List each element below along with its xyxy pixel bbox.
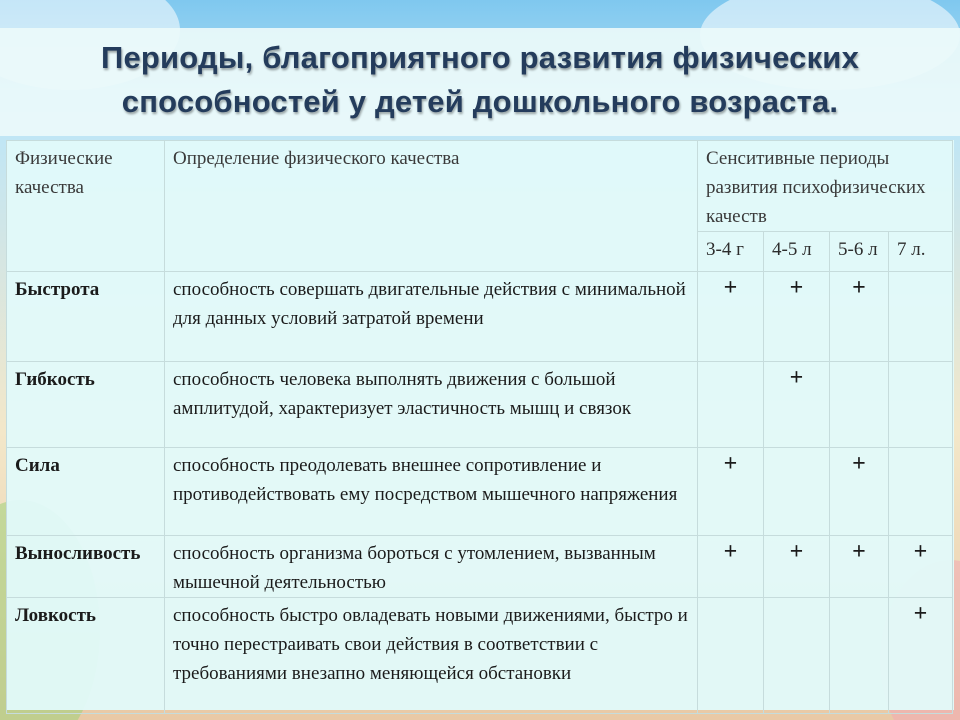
table-row [7,362,953,448]
quality-definition: способность совершать двигательные действия с минимальной для данных условий затратой времени [165,272,698,362]
mark-cell [764,598,830,714]
quality-name: Гибкость [7,362,165,448]
mark-cell: + [889,536,953,598]
mark-cell: + [830,448,889,536]
mark-cell [889,448,953,536]
table-row [7,536,953,598]
header-age-3-4: 3-4 г [698,232,764,272]
header-age-7: 7 л. [889,232,953,272]
quality-name: Ловкость [7,598,165,714]
header-age-5-6: 5-6 л [830,232,889,272]
quality-name: Быстрота [7,272,165,362]
mark-cell: + [889,598,953,714]
mark-cell: + [698,272,764,362]
sensitive-periods-table [6,140,953,714]
mark-cell [889,362,953,448]
quality-name: Сила [7,448,165,536]
table-row [7,598,953,714]
mark-cell [830,362,889,448]
quality-definition: способность человека выполнять движения с большой амплитудой, характеризует эластичность мышц и связок [165,362,698,448]
mark-cell: + [698,536,764,598]
header-definition: Определение физического качества [165,141,698,272]
title-line-1: Периоды, благоприятного развития физических [100,40,860,75]
table-row [7,448,953,536]
mark-cell [698,362,764,448]
header-sensitive-periods: Сенситивные периоды развития психофизических качеств [698,141,953,232]
mark-cell [889,272,953,362]
mark-cell [764,448,830,536]
header-age-4-5: 4-5 л [764,232,830,272]
slide-title [0,36,960,124]
mark-cell: + [764,362,830,448]
mark-cell: + [764,272,830,362]
table-row [7,272,953,362]
mark-cell [698,598,764,714]
mark-cell: + [764,536,830,598]
quality-definition: способность организма бороться с утомлением, вызванным мышечной деятельностью [165,536,698,598]
quality-definition: способность быстро овладевать новыми движениями, быстро и точно перестраивать свои действия в соответствии с требованиями внезапно меняющейся обстановки [165,598,698,714]
quality-name: Выносливость [7,536,165,598]
mark-cell: + [830,536,889,598]
title-line-2: способностей у детей дошкольного возраста. [121,84,839,119]
mark-cell: + [830,272,889,362]
mark-cell [830,598,889,714]
mark-cell: + [698,448,764,536]
header-quality: Физические качества [7,141,165,272]
quality-definition: способность преодолевать внешнее сопротивление и противодействовать ему посредством мышечного напряжения [165,448,698,536]
table-container [6,140,954,710]
